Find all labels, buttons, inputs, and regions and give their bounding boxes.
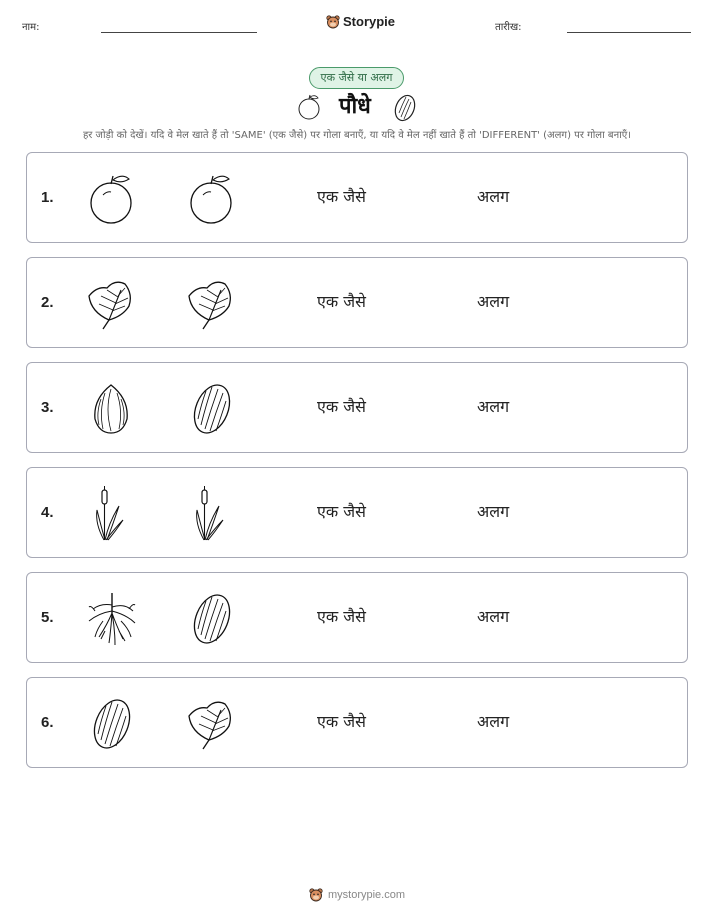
brand-logo <box>326 14 395 29</box>
footer <box>0 888 714 902</box>
leaf-icon <box>185 276 239 332</box>
page-title: पौधे <box>339 94 371 119</box>
same-option[interactable]: एक जैसे <box>317 712 366 731</box>
striped-seed-icon <box>185 591 239 647</box>
name-line[interactable] <box>101 32 257 33</box>
striped-seed-icon <box>85 696 139 752</box>
striped-seed-icon <box>393 93 417 123</box>
question-number: 5. <box>41 609 54 626</box>
apple-icon <box>85 171 139 227</box>
question-number: 3. <box>41 399 54 416</box>
striped-seed-icon <box>185 381 239 437</box>
cattail-icon <box>185 486 239 542</box>
question-card-4 <box>26 467 688 558</box>
different-option[interactable]: अलग <box>477 292 510 311</box>
category-badge: एक जैसे या अलग <box>309 67 404 89</box>
different-option[interactable]: अलग <box>477 187 510 206</box>
question-card-6 <box>26 677 688 768</box>
question-number: 1. <box>41 189 54 206</box>
date-line[interactable] <box>567 32 691 33</box>
question-card-3 <box>26 362 688 453</box>
different-option[interactable]: अलग <box>477 607 510 626</box>
same-option[interactable]: एक जैसे <box>317 397 366 416</box>
leaf-icon <box>85 276 139 332</box>
different-option[interactable]: अलग <box>477 712 510 731</box>
name-label: नाम: <box>22 22 40 33</box>
almond-icon <box>85 381 139 437</box>
roots-icon <box>85 591 139 647</box>
same-option[interactable]: एक जैसे <box>317 607 366 626</box>
question-card-2 <box>26 257 688 348</box>
cattail-icon <box>85 486 139 542</box>
bear-icon <box>326 15 340 29</box>
bear-icon <box>309 888 323 902</box>
leaf-icon <box>185 696 239 752</box>
question-number: 4. <box>41 504 54 521</box>
apple-icon <box>185 171 239 227</box>
same-option[interactable]: एक जैसे <box>317 187 366 206</box>
question-card-5 <box>26 572 688 663</box>
brand-name: Storypie <box>343 14 396 29</box>
title-row <box>0 90 714 124</box>
different-option[interactable]: अलग <box>477 397 510 416</box>
same-option[interactable]: एक जैसे <box>317 502 366 521</box>
date-label: तारीख: <box>495 22 522 33</box>
instructions: हर जोड़ी को देखें। यदि वे मेल खाते हैं तो 'SAME' (एक जैसे) पर गोला बनाएँ, या यदि वे मेल नहीं खाते हैं तो 'DIFFERENT' (अलग) पर गोला बनाएँ। <box>82 130 632 141</box>
question-card-1 <box>26 152 688 243</box>
question-number: 6. <box>41 714 54 731</box>
question-number: 2. <box>41 294 54 311</box>
different-option[interactable]: अलग <box>477 502 510 521</box>
apple-icon <box>296 94 322 120</box>
footer-url[interactable]: mystorypie.com <box>327 889 406 901</box>
same-option[interactable]: एक जैसे <box>317 292 366 311</box>
